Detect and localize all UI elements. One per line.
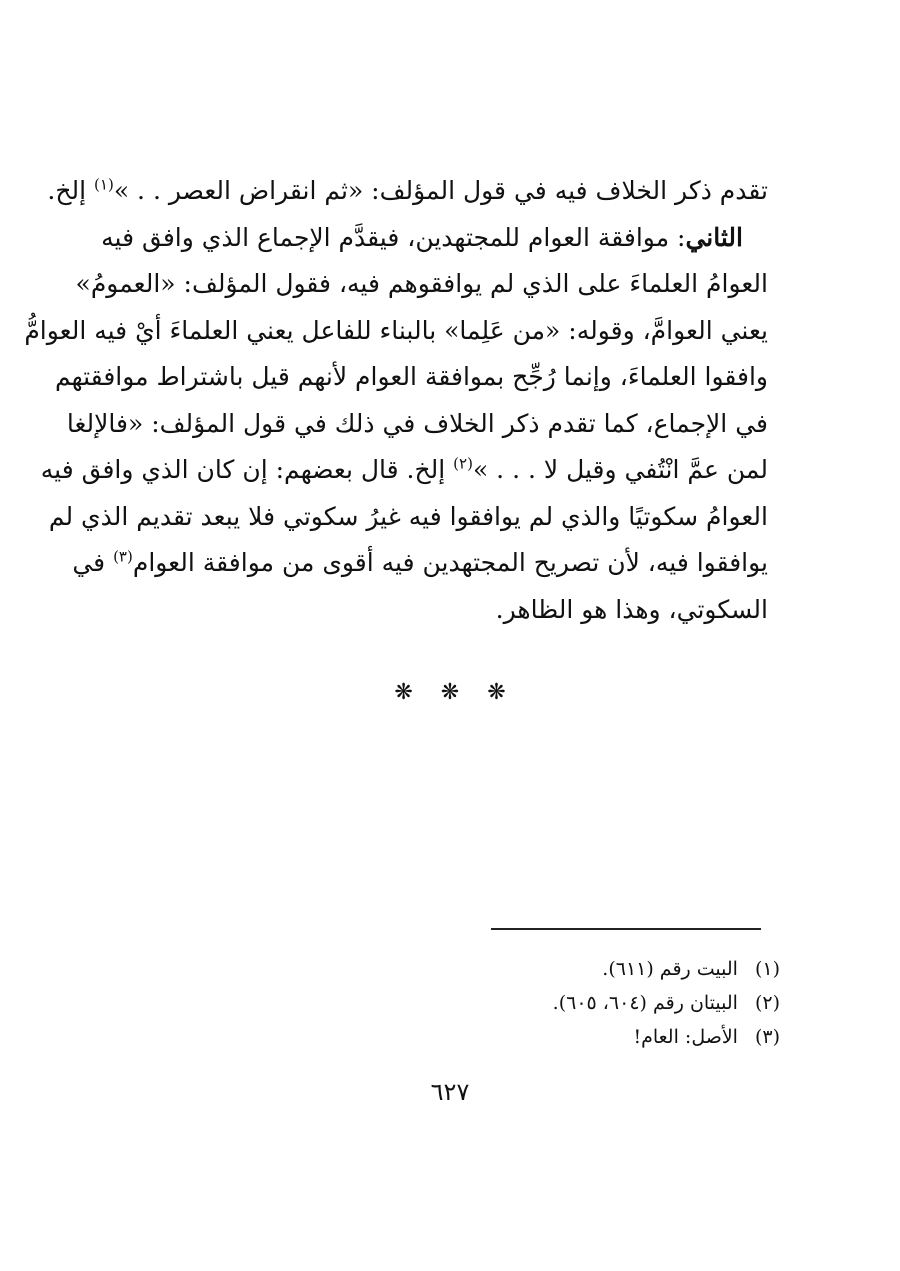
footnote-2 <box>380 986 780 1020</box>
body-text-segment: في <box>72 548 106 577</box>
body-paragraph <box>24 168 768 633</box>
footnote-ref-3: (٣) <box>113 547 133 566</box>
body-text-segment: إلخ. قال بعضهم: إن كان الذي وافق فيه <box>40 455 446 484</box>
page-number: ٦٢٧ <box>430 1078 470 1106</box>
body-text-segment: يوافقوا فيه، لأن تصريح المجتهدين فيه أقوى من موافقة العوام <box>132 548 768 577</box>
body-text-segment: إلخ. <box>47 176 87 205</box>
body-text-segment: : موافقة العوام للمجتهدين، فيقدَّم الإجماع الذي وافق فيه <box>101 222 686 252</box>
footnote-ref-2: (٢) <box>453 454 473 473</box>
asterism-icon: ❋ <box>487 680 506 705</box>
body-line-8: العوامُ سكوتيًا والذي لم يوافقوا فيه غيرُ سكوتي فلا يبعد تقديم الذي لم <box>48 501 768 531</box>
footnote-3 <box>380 1020 780 1054</box>
body-line-6: في الإجماع، كما تقدم ذكر الخلاف في ذلك في قول المؤلف: «فالإلغا <box>66 408 768 438</box>
body-line-3: العوامُ العلماءَ على الذي لم يوافقوهم فيه، فقول المؤلف: «العمومُ» <box>75 269 768 298</box>
footnote-number: (٢) <box>754 992 780 1014</box>
body-line-5: وافقوا العلماءَ، وإنما رُجِّح بموافقة العوام لأنهم قيل باشتراط موافقتهم <box>54 362 768 391</box>
footnote-ref-1: (١) <box>94 175 114 194</box>
footnote-text: الأصل: العام! <box>633 1026 738 1048</box>
body-line-9 <box>72 540 768 587</box>
body-line-4: يعني العوامَّ، وقوله: «من عَلِما» بالبناء للفاعل يعني العلماءَ أيْ فيه العوامُّ <box>24 315 768 345</box>
footnote-text: البيت رقم (٦١١). <box>602 958 738 980</box>
bold-heading-word: الثاني <box>685 222 743 252</box>
body-text-segment: لمن عمَّ انْتُفي وقيل لا . . . » <box>472 455 768 484</box>
body-text-segment: تقدم ذكر الخلاف فيه في قول المؤلف: «ثم انقراض العصر . . » <box>113 176 768 205</box>
body-line-1 <box>47 168 768 215</box>
footnote-number: (١) <box>754 958 780 980</box>
footnote-divider <box>491 928 761 930</box>
body-line-2 <box>101 215 768 262</box>
asterism-icon: ❋ <box>394 680 413 705</box>
body-line-10: السكوتي، وهذا هو الظاهر. <box>495 594 768 624</box>
section-separator <box>0 680 900 705</box>
footnotes <box>380 952 780 1054</box>
footnote-number: (٣) <box>754 1026 780 1048</box>
asterism-icon: ❋ <box>440 680 460 705</box>
footnote-text: البيتان رقم (٦٠٤، ٦٠٥). <box>552 992 738 1014</box>
footnote-1 <box>380 952 780 986</box>
body-line-7 <box>40 447 768 494</box>
